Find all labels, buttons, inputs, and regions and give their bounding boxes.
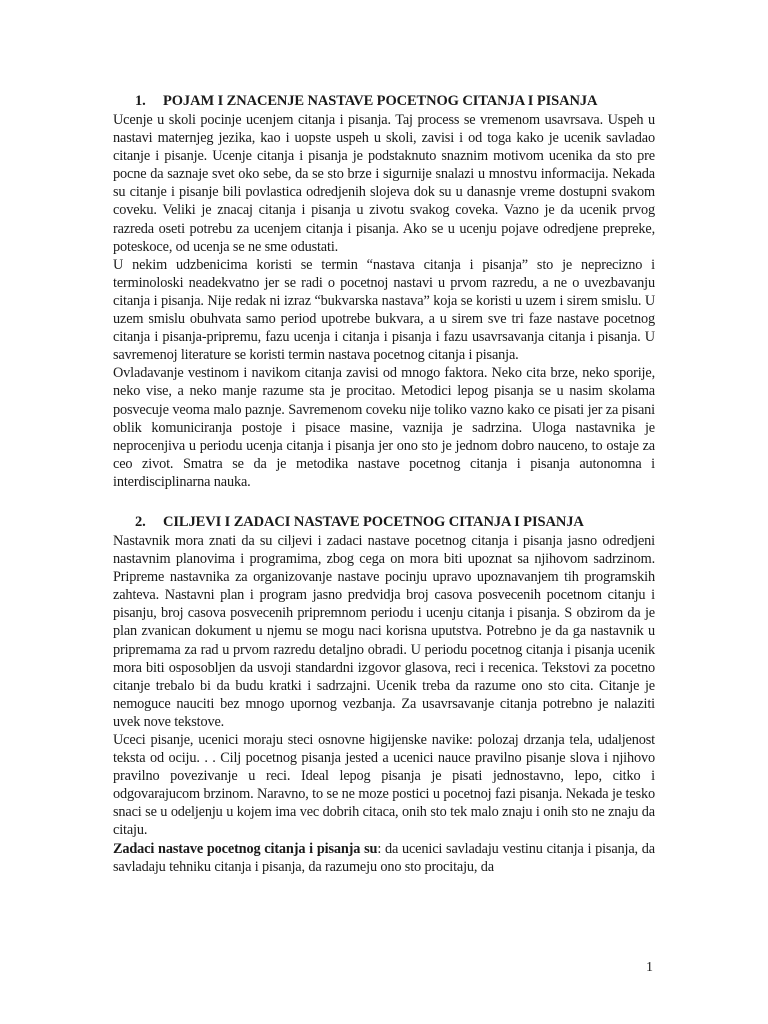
paragraph: Nastavnik mora znati da su ciljevi i zadaci nastave pocetnog citanja i pisanja jasno odredjeni nastavnim planovima i programima, zbog cega on mora biti upoznat sa njihovom sadrzinom. Pripreme nastavnika za organizovanje nastave pocinju upravo upoznavanjem tih programskih zahteva. Nastavni plan i program jasno predvidja broj casova posvecenih pocetnom citanju i pisanju, broj casova posvecenih pripremnom periodu i ucenju citanja i pisanja. S obzirom da je plan zvanican dokument u njemu se mogu naci korisna uputstva. Potrebno je da ga nastavnik u pripremama za rad u prvom razredu detaljno obradi. U periodu pocetnog citanja i pisanja ucenik mora biti osposobljen da usvoji standardni izgovor glasova, reci i recenica. Tekstovi za pocetno citanje trebalo bi da budu kratki i sadrzajni. Ucenik treba da razume ono sto cita. Citanje je nemoguce nauciti bez mnogo upornog vezbanja. Za usavrsavanje citanja potrebno je nalaziti uvek nove tekstove. [113, 532, 655, 730]
paragraph: U nekim udzbenicima koristi se termin “nastava citanja i pisanja” sto je neprecizno i terminoloski neadekvatno jer se radi o pocetnoj nastavi u prvom razredu, a ne o uvezbavanju citanja i pisanja. Nije redak ni izraz “bukvarska nastava” koja se koristi u uzem i sirem smislu. U uzem smislu obuhvata samo period upotrebe bukvara, a u sirem sve tri faze nastave pocetnog citanja i pisanja-pripremu, fazu ucenja i citanja i pisanja i fazu usavrsavanja citanja i pisanja. U savremenoj literature se koristi termin nastava pocetnog citanja i pisanja. [113, 256, 655, 364]
section-number: 1. [135, 93, 146, 109]
paragraph: Uceci pisanje, ucenici moraju steci osnovne higijenske navike: polozaj drzanja tela, udaljenost teksta od ociju. . . Cilj pocetnog pisanja jested a ucenici nauce pravilno pisanje slova i njihovo pravilno povezivanje u reci. Ideal lepog pisanja je pisati jednostavno, lepo, citko i odgovarajucom brzinom. Naravno, to se ne moze postici u pocetnoj fazi pisanja. Nekada je tesko snaci se u odeljenju u kojem ima vec dobrih citaca, onih sto tek malo znaju i onih sto ne znaju da citaju. [113, 732, 655, 839]
section-heading-2 [135, 512, 655, 532]
tasks-text: : da ucenici savladaju vestinu citanja i pisanja, da savladaju tehniku citanja i pisanja, da razumeju ono sto procitaju, da [113, 840, 656, 875]
paragraph: Ucenje u skoli pocinje ucenjem citanja i pisanja. Taj process se vremenom usavrsava. Uspeh u nastavi maternjeg jezika, kao i uopste uspeh u skoli, zavisi i od toga kako je ucenik savladao citanje i pisanje. Ucenje citanja i pisanja je podstaknuto snaznim motivom ucenika da sto pre pocne da saznaje svet oko sebe, da se sto brze i sigurnije snalazi u mnostvu informacija. Nekada su citanje i pisanje bili povlastica odredjenih slojeva dok su u danasnje vreme dostupni svakom coveku. Veliki je znacaj citanja i pisanja u zivotu svakog coveka. Vazno je da ucenik prvog razreda oseti potrebu za ucenjem citanja i pisanja. Ako se u ucenju pojave odredjene prepreke, poteskoce, od ucenja se ne sme odustati. [113, 112, 655, 255]
tasks-lead: Zadaci nastave pocetnog citanja i pisanja su [113, 840, 378, 857]
page-number: 1 [646, 960, 653, 975]
paragraph: Ovladavanje vestinom i navikom citanja zavisi od mnogo faktora. Neko cita brze, neko sporije, neko vise, a neko manje razume sta je procitao. Metodici lepog pisanja se u nasim skolama posvecuje veoma malo paznje. Savremenom coveku nije toliko vazno kako ce pisati jer za pisani oblik komuniciranja postoje i pisace masine, vaznija je sadrzina. Uloga nastavnika je neprocenjiva u periodu ucenja citanja i pisanja jer ono sto je jednom dobro nauceno, to ostaje za ceo zivot. Smatra se da je metodika nastave pocetnog citanja i pisanja autonomna i interdisciplinarna nauka. [113, 365, 655, 490]
section-title: CILJEVI I ZADACI NASTAVE POCETNOG CITANJA I PISANJA [163, 513, 584, 530]
document-page [113, 91, 655, 876]
section-heading-1 [135, 91, 655, 111]
tasks-paragraph [113, 840, 655, 876]
section-title: POJAM I ZNACENJE NASTAVE POCETNOG CITANJA I PISANJA [163, 93, 598, 109]
section-number: 2. [135, 513, 146, 530]
